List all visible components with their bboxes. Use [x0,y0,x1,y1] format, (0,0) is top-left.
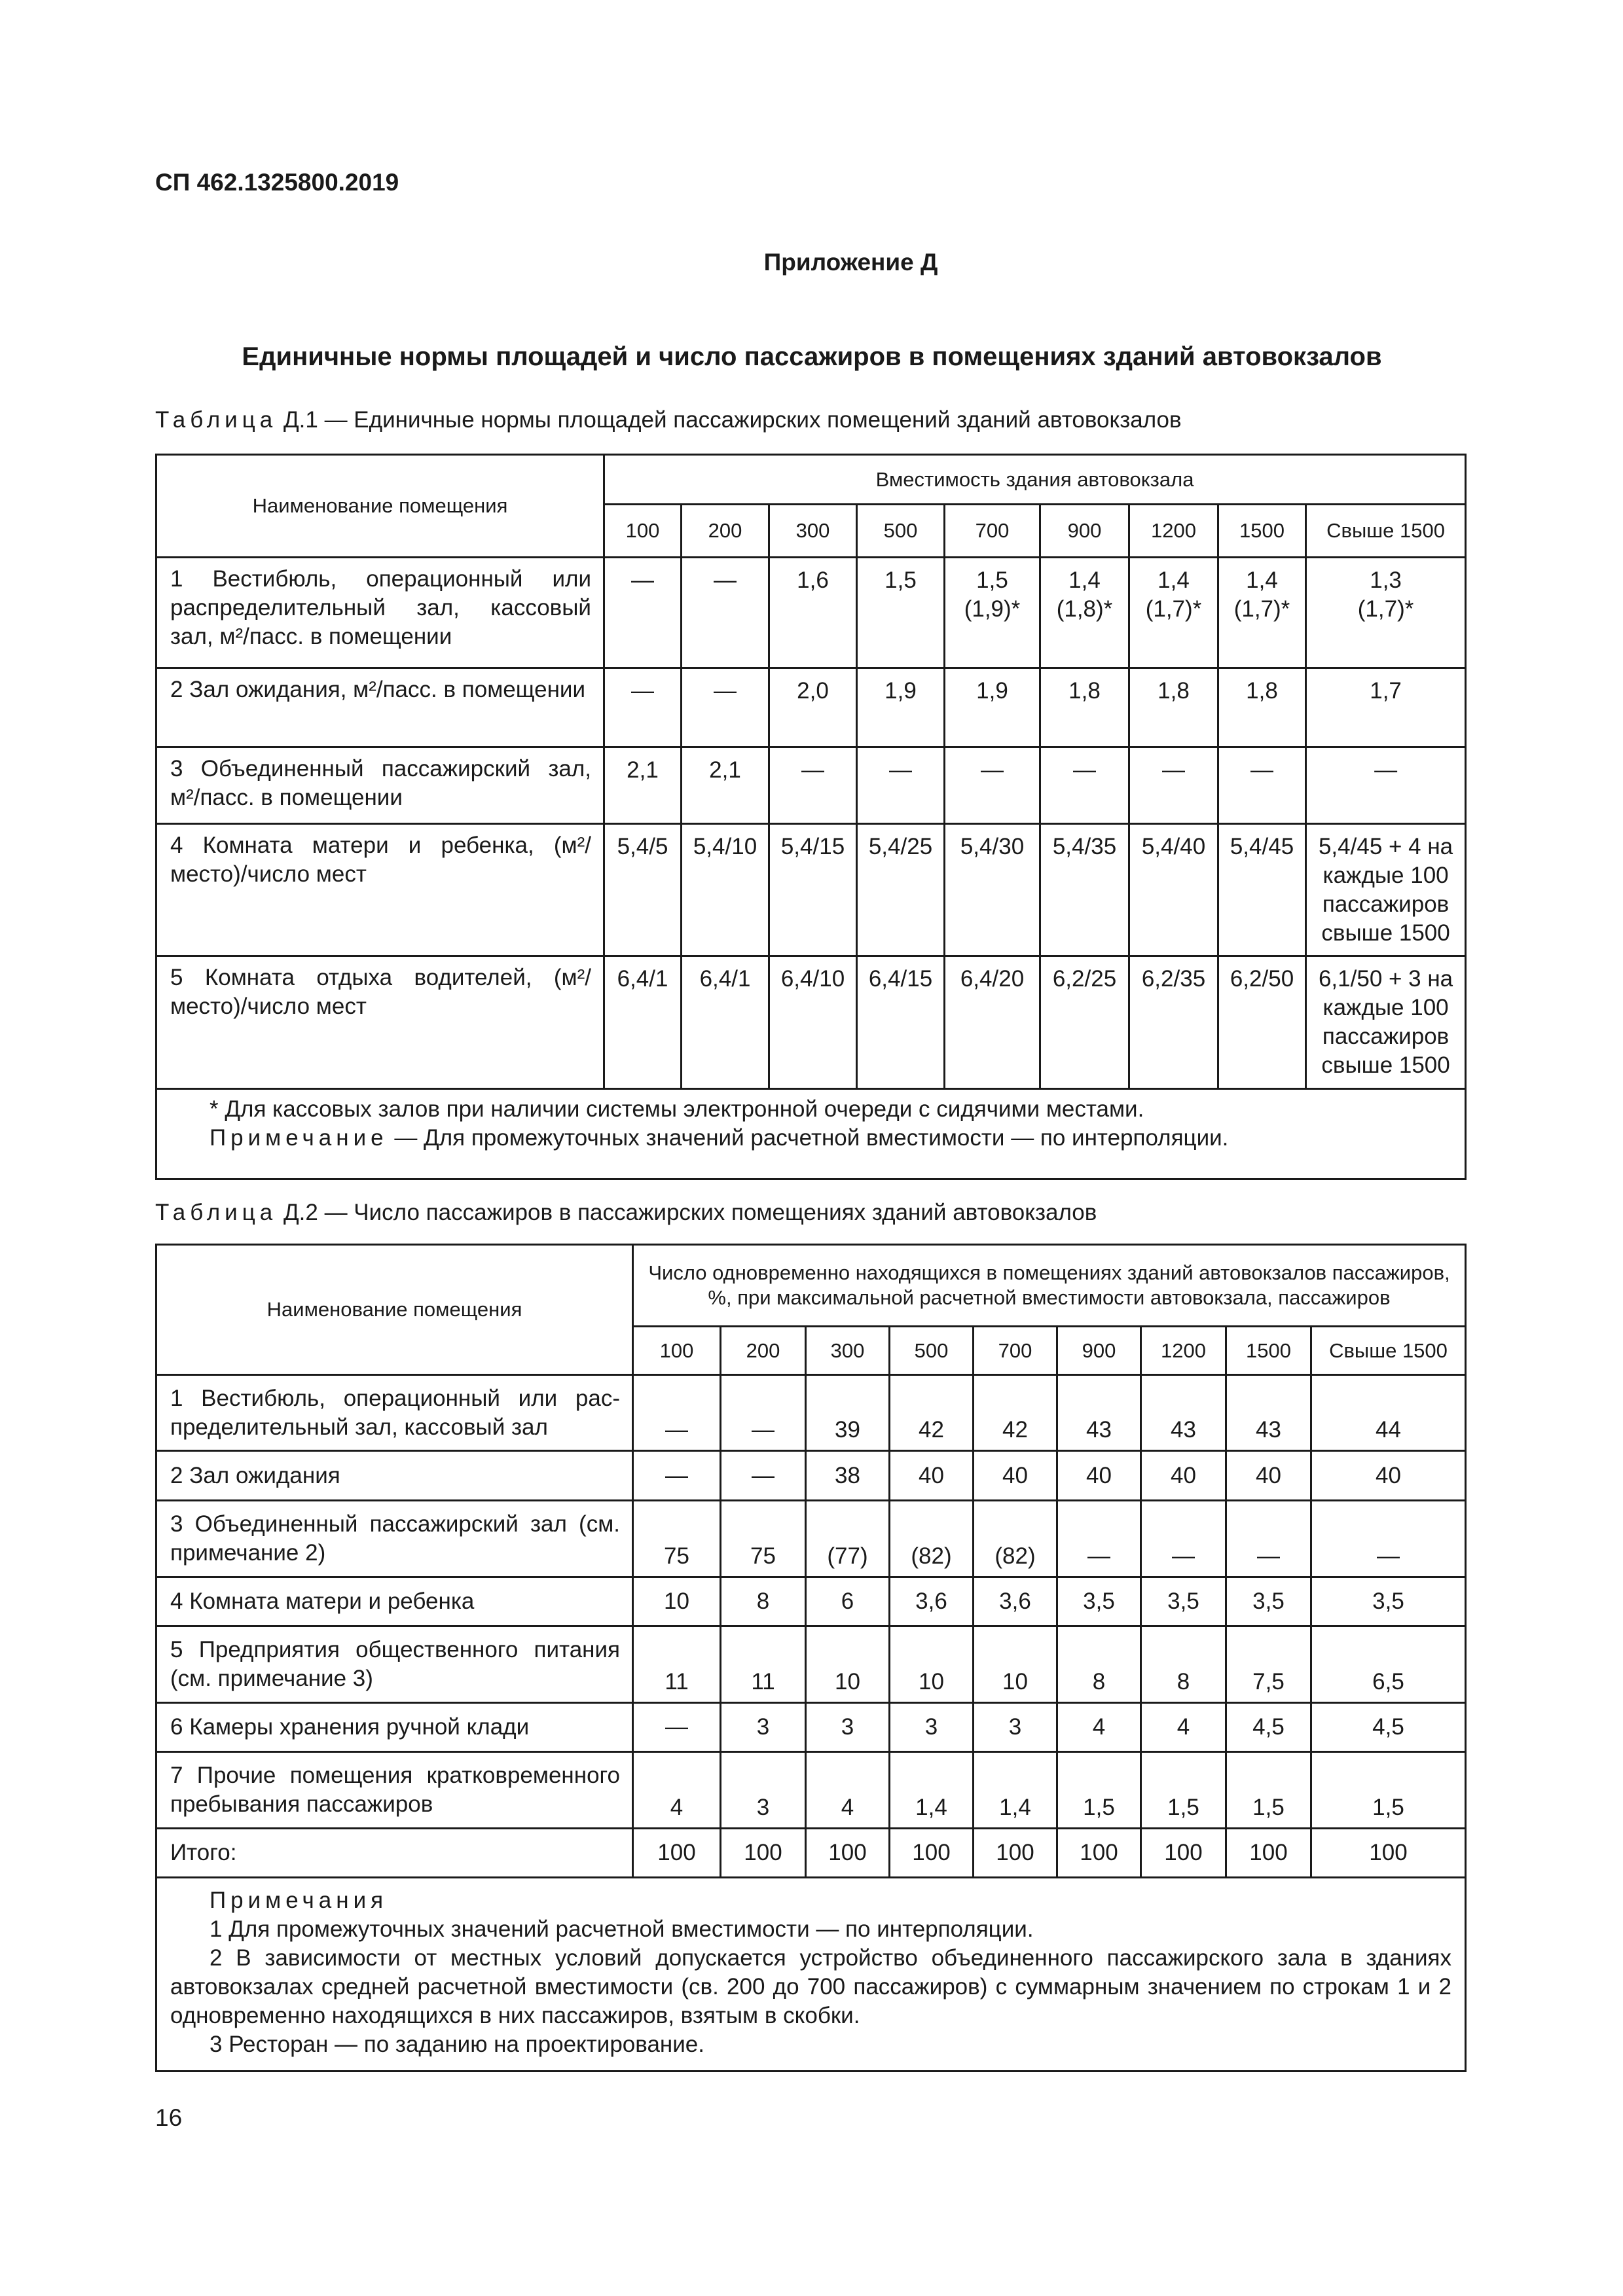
table-row [156,1626,1466,1703]
table1-footnote: * Для кассовых залов при наличии системы электронной очереди с сидячими местами. [210,1096,1144,1122]
table1-note-text: — Для промежуточных значений расчетной вместимости — по интерполяции. [388,1125,1229,1151]
table2-cell: 6,5 [1311,1626,1466,1703]
table2-row-name: 7 Прочие помещения кратковременного пребывания пассажиров [156,1752,633,1829]
table2-note: 3 Ресторан — по заданию на проектирование. [210,2032,704,2057]
table2-cell: 8 [1057,1626,1141,1703]
table1-col-header: 300 [769,505,857,558]
table1-cell: 6,1/50 + 3 на каждые 100 пассажиров свыше 1500 [1306,956,1466,1089]
table2-cell: 11 [633,1626,721,1703]
table2-cell: 8 [721,1577,806,1626]
table2-note: 2 В зависимости от местных условий допускается устройство объединенного пассажирского зала в зданиях автовокзалах средней расчетной вместимости (св. 200 до 700 пассажиров) с суммарным значением по строкам 1 и 2 одновременно находящихся в них пассажиров, взятым в скобки. [170,1945,1451,2028]
table2-col-header: 700 [974,1327,1057,1375]
table1-cell: 1,5 [857,558,945,668]
table2-col-header: 500 [890,1327,974,1375]
table-row [156,956,1466,1089]
table1-cell: 5,4/15 [769,824,857,956]
table1-cell: 1,8 [1218,668,1306,747]
table1-cell: 1,3 (1,7)* [1306,558,1466,668]
table1-cell: — [604,558,682,668]
table2-cell: 75 [721,1501,806,1577]
table1-cell: 5,4/45 + 4 на каждые 100 пассажиров свыше 1500 [1306,824,1466,956]
table1-cell: — [604,668,682,747]
table-row [156,1577,1466,1626]
table2-caption-text: Д.2 — Число пассажиров в пассажирских помещениях зданий автовокзалов [277,1200,1097,1225]
table2-notes [156,1878,1466,2072]
table2-cell: 3,5 [1226,1577,1311,1626]
table-row [156,747,1466,824]
table2-cell: 10 [974,1626,1057,1703]
table2-caption [155,1200,1097,1226]
table1-cell: 5,4/25 [857,824,945,956]
table2-cell: 4 [1141,1703,1226,1752]
table1-cell: 6,4/1 [604,956,682,1089]
table2-cell: 1,5 [1311,1752,1466,1829]
table2-cell: 42 [890,1375,974,1451]
table2-cell: 10 [806,1626,890,1703]
table2-name-header: Наименование помещения [156,1245,633,1375]
table1-row-name: 2 Зал ожидания, м²/пасс. в помещении [156,668,604,747]
table2-cell: 39 [806,1375,890,1451]
table1-name-header: Наименование помещения [156,455,604,558]
table-row [156,1703,1466,1752]
table2-note: 1 Для промежуточных значений расчетной вместимости — по интерполяции. [210,1916,1034,1942]
table2-cell: 100 [721,1829,806,1878]
table1-footer-row [156,1089,1466,1179]
table1-col-header: 900 [1040,505,1129,558]
table2-cell: 8 [1141,1626,1226,1703]
table2-cell: 3 [890,1703,974,1752]
table2-row-name: 2 Зал ожидания [156,1451,633,1501]
table-row [156,668,1466,747]
table2-cell: 11 [721,1626,806,1703]
table2-cell: (82) [974,1501,1057,1577]
table1-cell: 1,9 [945,668,1040,747]
table1-cell: 5,4/45 [1218,824,1306,956]
table2-cell: 3,5 [1311,1577,1466,1626]
table1-col-header: 700 [945,505,1040,558]
table2-cell: — [1141,1501,1226,1577]
table2-cell: — [721,1375,806,1451]
table1-cell: 1,4 (1,7)* [1218,558,1306,668]
table1-cell: — [1306,747,1466,824]
table2-cell: 100 [890,1829,974,1878]
table1-caption-prefix: Таблица [155,407,278,433]
table1-group-header: Вместимость здания автовокзала [604,455,1466,505]
table2-col-header: 200 [721,1327,806,1375]
table2-row-name: 5 Предприятия общественного питания (см. примечание 3) [156,1626,633,1703]
table2-cell: 3,5 [1057,1577,1141,1626]
table1-cell: 1,4 (1,8)* [1040,558,1129,668]
table2-cell: 6 [806,1577,890,1626]
table2-cell: 3 [721,1703,806,1752]
table1-cell: 6,4/15 [857,956,945,1089]
table-row [156,1752,1466,1829]
table2-cell: 43 [1226,1375,1311,1451]
table2-cell: 75 [633,1501,721,1577]
table2-cell: — [1226,1501,1311,1577]
table1-caption-text: Д.1 — Единичные нормы площадей пассажирских помещений зданий автовокзалов [277,407,1182,433]
table2-col-header: 1200 [1141,1327,1226,1375]
table1-cell: 6,4/10 [769,956,857,1089]
table1-col-header: Свыше 1500 [1306,505,1466,558]
table2-cell: — [633,1703,721,1752]
table1-cell: 6,2/50 [1218,956,1306,1089]
table2-cell: 42 [974,1375,1057,1451]
table2-cell: 100 [1141,1829,1226,1878]
table2-footer-row [156,1878,1466,2072]
table2-cell: 7,5 [1226,1626,1311,1703]
table1-cell: 2,0 [769,668,857,747]
table2-caption-prefix: Таблица [155,1200,278,1225]
table2-cell: 43 [1141,1375,1226,1451]
table2-row-name: 1 Вестибюль, операционный или распределительный зал, кассовый зал [156,1375,633,1451]
table1-cell: 5,4/5 [604,824,682,956]
table2-cell: 4 [1057,1703,1141,1752]
table1-col-header: 500 [857,505,945,558]
table1-cell: — [682,668,769,747]
table2-col-header: 900 [1057,1327,1141,1375]
table-row [156,1451,1466,1501]
table1-cell: 1,6 [769,558,857,668]
table1-cell: 5,4/30 [945,824,1040,956]
table1-caption [155,407,1182,433]
table2-cell: 3,6 [974,1577,1057,1626]
table1-cell: — [1129,747,1218,824]
table2-cell: 100 [806,1829,890,1878]
table1-cell: — [1218,747,1306,824]
table2-col-header: Свыше 1500 [1311,1327,1466,1375]
table2-cell: 40 [1226,1451,1311,1501]
table1-cell: 2,1 [604,747,682,824]
table-d2 [155,1244,1467,2072]
table2-cell: 40 [1141,1451,1226,1501]
table2-cell: 40 [1057,1451,1141,1501]
table2-cell: 100 [633,1829,721,1878]
table2-cell: 1,5 [1141,1752,1226,1829]
table2-cell: — [633,1375,721,1451]
table1-note-prefix: Примечание [210,1125,388,1151]
table2-cell: 44 [1311,1375,1466,1451]
table1-cell: 1,8 [1129,668,1218,747]
table1-cell: 2,1 [682,747,769,824]
document-code: СП 462.1325800.2019 [155,169,399,196]
table1-col-header: 100 [604,505,682,558]
page-title: Единичные нормы площадей и число пассажиров в помещениях зданий автовокзалов [242,342,1382,371]
table2-cell: 1,5 [1226,1752,1311,1829]
table2-cell: 3 [974,1703,1057,1752]
table-d1 [155,454,1467,1180]
table2-cell: 4 [633,1752,721,1829]
appendix-label: Приложение Д [763,249,938,276]
table-row [156,1829,1466,1878]
table2-cell: 100 [1057,1829,1141,1878]
table1-cell: — [682,558,769,668]
table1-cell: 1,8 [1040,668,1129,747]
table2-row-name: 4 Комната матери и ребенка [156,1577,633,1626]
table1-col-header: 200 [682,505,769,558]
table-row [156,824,1466,956]
table1-note [170,1124,1451,1153]
table1-row-name: 4 Комната матери и ребенка, (м²/место)/число мест [156,824,604,956]
table1-cell: 5,4/10 [682,824,769,956]
table2-cell: 40 [890,1451,974,1501]
table2-cell: 40 [1311,1451,1466,1501]
page-number: 16 [155,2104,183,2131]
table-row [156,1375,1466,1451]
table2-cell: 38 [806,1451,890,1501]
table2-cell: 3 [806,1703,890,1752]
table1-col-header: 1200 [1129,505,1218,558]
table1-row-name: 1 Вестибюль, операционный или распределительный зал, кассовый зал, м²/пасс. в помещении [156,558,604,668]
table2-cell: 3 [721,1752,806,1829]
table2-cell: — [1057,1501,1141,1577]
table1-cell: 6,4/1 [682,956,769,1089]
table2-cell: 1,4 [890,1752,974,1829]
table1-cell: 1,5 (1,9)* [945,558,1040,668]
table1-cell: 1,7 [1306,668,1466,747]
table2-cell: — [1311,1501,1466,1577]
table2-cell: 100 [974,1829,1057,1878]
table1-cell: 6,4/20 [945,956,1040,1089]
table2-cell: 100 [1311,1829,1466,1878]
table1-cell: 6,2/35 [1129,956,1218,1089]
table1-row-name: 5 Комната отдыха водителей, (м²/место)/число мест [156,956,604,1089]
table1-cell: 5,4/35 [1040,824,1129,956]
table2-cell: 100 [1226,1829,1311,1878]
table1-footnotes [156,1089,1466,1179]
table1-col-header: 1500 [1218,505,1306,558]
table2-cell: 3,5 [1141,1577,1226,1626]
table1-cell: 1,4 (1,7)* [1129,558,1218,668]
table2-cell: 1,5 [1057,1752,1141,1829]
table2-cell: 40 [974,1451,1057,1501]
table2-cell: 4 [806,1752,890,1829]
table2-cell: 10 [890,1626,974,1703]
table2-notes-title: Примечания [210,1888,388,1913]
table2-col-header: 300 [806,1327,890,1375]
table2-cell: 10 [633,1577,721,1626]
table2-cell: 3,6 [890,1577,974,1626]
table2-row-name: 6 Камеры хранения ручной клади [156,1703,633,1752]
table1-cell: — [769,747,857,824]
table1-cell: 5,4/40 [1129,824,1218,956]
table2-cell: 1,4 [974,1752,1057,1829]
table2-col-header: 100 [633,1327,721,1375]
table2-cell: — [721,1451,806,1501]
table2-cell: (77) [806,1501,890,1577]
table1-cell: — [945,747,1040,824]
table1-cell: 6,2/25 [1040,956,1129,1089]
table2-cell: — [633,1451,721,1501]
table1-cell: — [857,747,945,824]
table2-cell: (82) [890,1501,974,1577]
table2-cell: 4,5 [1311,1703,1466,1752]
table2-group-header: Число одновременно находящихся в помещениях зданий автовокзалов пассажиров, %, при максимальной расчетной вместимости автовокзала, пассажиров [633,1245,1466,1327]
table1-row-name: 3 Объединенный пассажирский зал, м²/пасс. в помещении [156,747,604,824]
table2-row-name: Итого: [156,1829,633,1878]
table2-col-header: 1500 [1226,1327,1311,1375]
table1-cell: 1,9 [857,668,945,747]
table2-cell: 43 [1057,1375,1141,1451]
table2-row-name: 3 Объединенный пассажирский зал (см. примечание 2) [156,1501,633,1577]
table2-cell: 4,5 [1226,1703,1311,1752]
table-row [156,1501,1466,1577]
table1-cell: — [1040,747,1129,824]
table-row [156,558,1466,668]
